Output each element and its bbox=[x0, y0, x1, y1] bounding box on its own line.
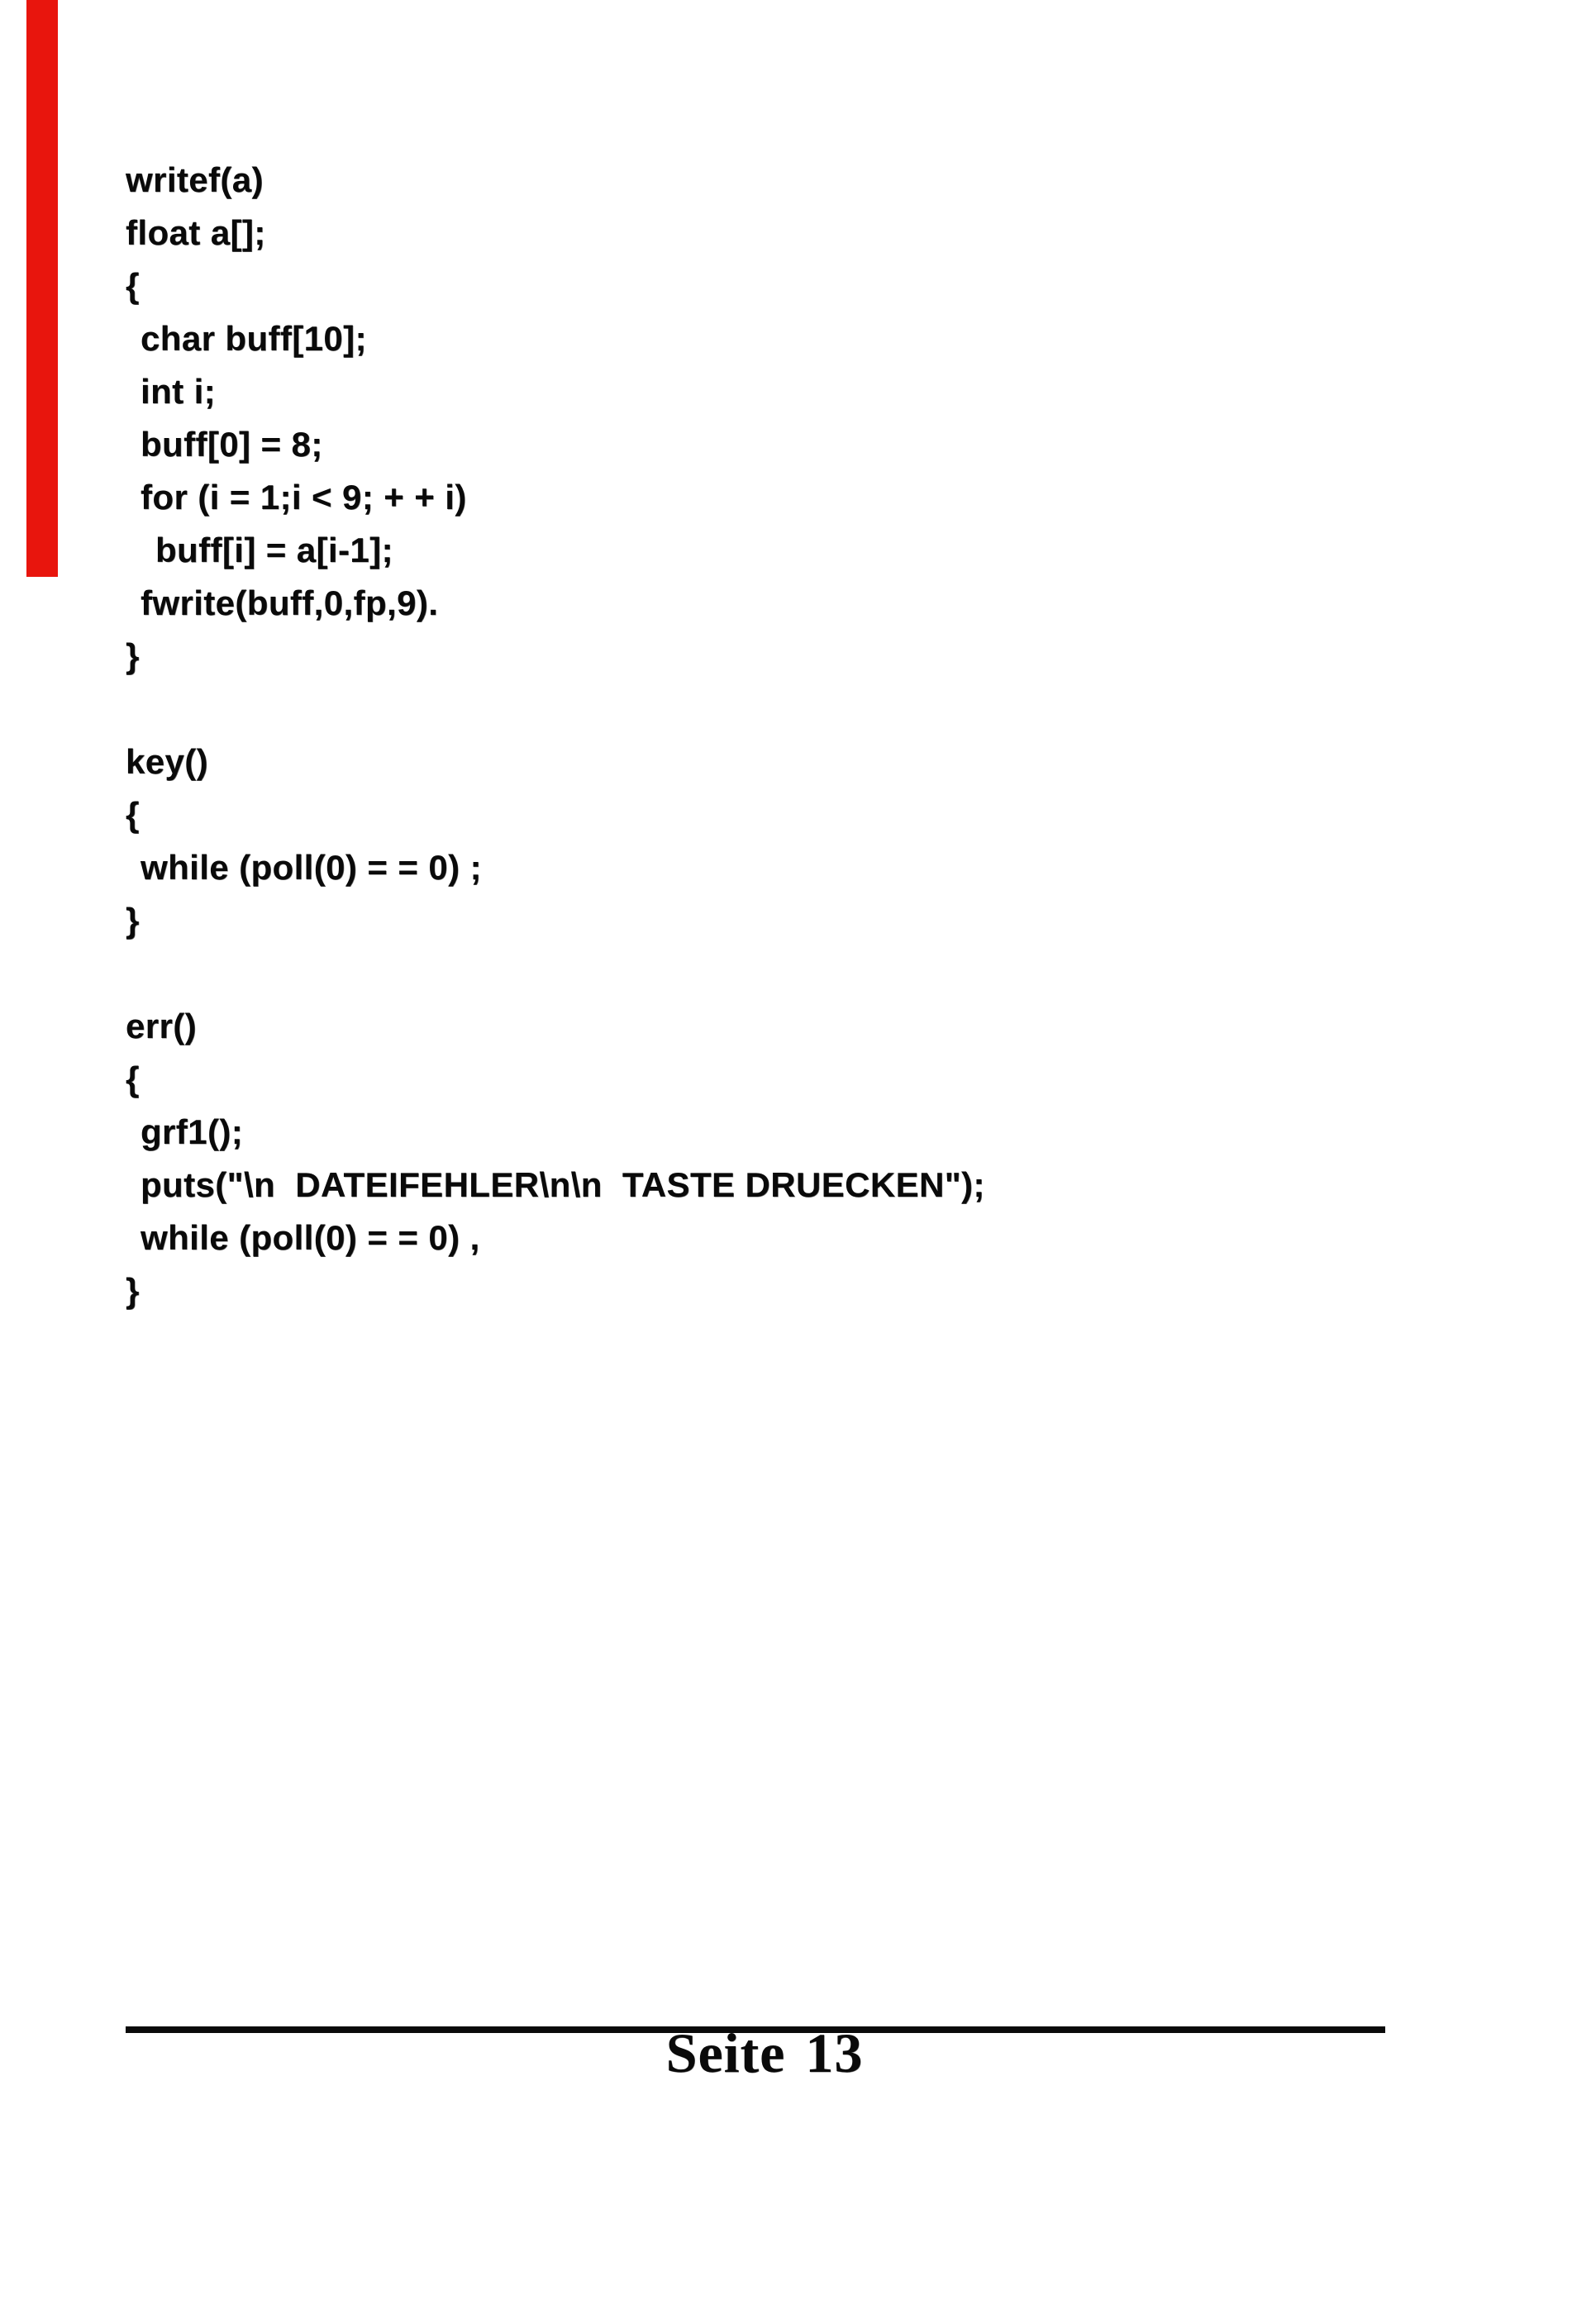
code-line: } bbox=[126, 1271, 140, 1310]
code-line: key() bbox=[126, 742, 209, 781]
code-line: for (i = 1;i < 9; + + i) bbox=[141, 478, 467, 517]
code-line: int i; bbox=[141, 372, 217, 411]
code-line: buff[i] = a[i-1]; bbox=[155, 531, 393, 569]
code-listing bbox=[126, 154, 985, 1317]
code-line bbox=[126, 683, 985, 736]
code-line: } bbox=[126, 901, 140, 940]
page-number: Seite 13 bbox=[665, 2021, 864, 2084]
code-line: while (poll(0) = = 0) , bbox=[141, 1218, 480, 1257]
code-line: float a[]; bbox=[126, 213, 266, 252]
code-line: err() bbox=[126, 1007, 198, 1045]
code-line: { bbox=[126, 266, 140, 305]
code-line: buff[0] = 8; bbox=[141, 425, 323, 464]
red-margin-strip bbox=[26, 0, 58, 577]
code-line: } bbox=[126, 636, 140, 675]
code-line: char buff[10]; bbox=[141, 319, 367, 358]
code-line: while (poll(0) = = 0) ; bbox=[141, 848, 482, 887]
code-line: writef(a) bbox=[126, 160, 264, 199]
code-line: fwrite(buff,0,fp,9). bbox=[141, 583, 439, 622]
code-line: grf1(); bbox=[141, 1112, 244, 1151]
code-line: puts("\n DATEIFEHLER\n\n TASTE DRUECKEN"); bbox=[141, 1165, 985, 1204]
code-line: { bbox=[126, 795, 140, 834]
code-line bbox=[126, 947, 985, 1000]
code-line: { bbox=[126, 1059, 140, 1098]
